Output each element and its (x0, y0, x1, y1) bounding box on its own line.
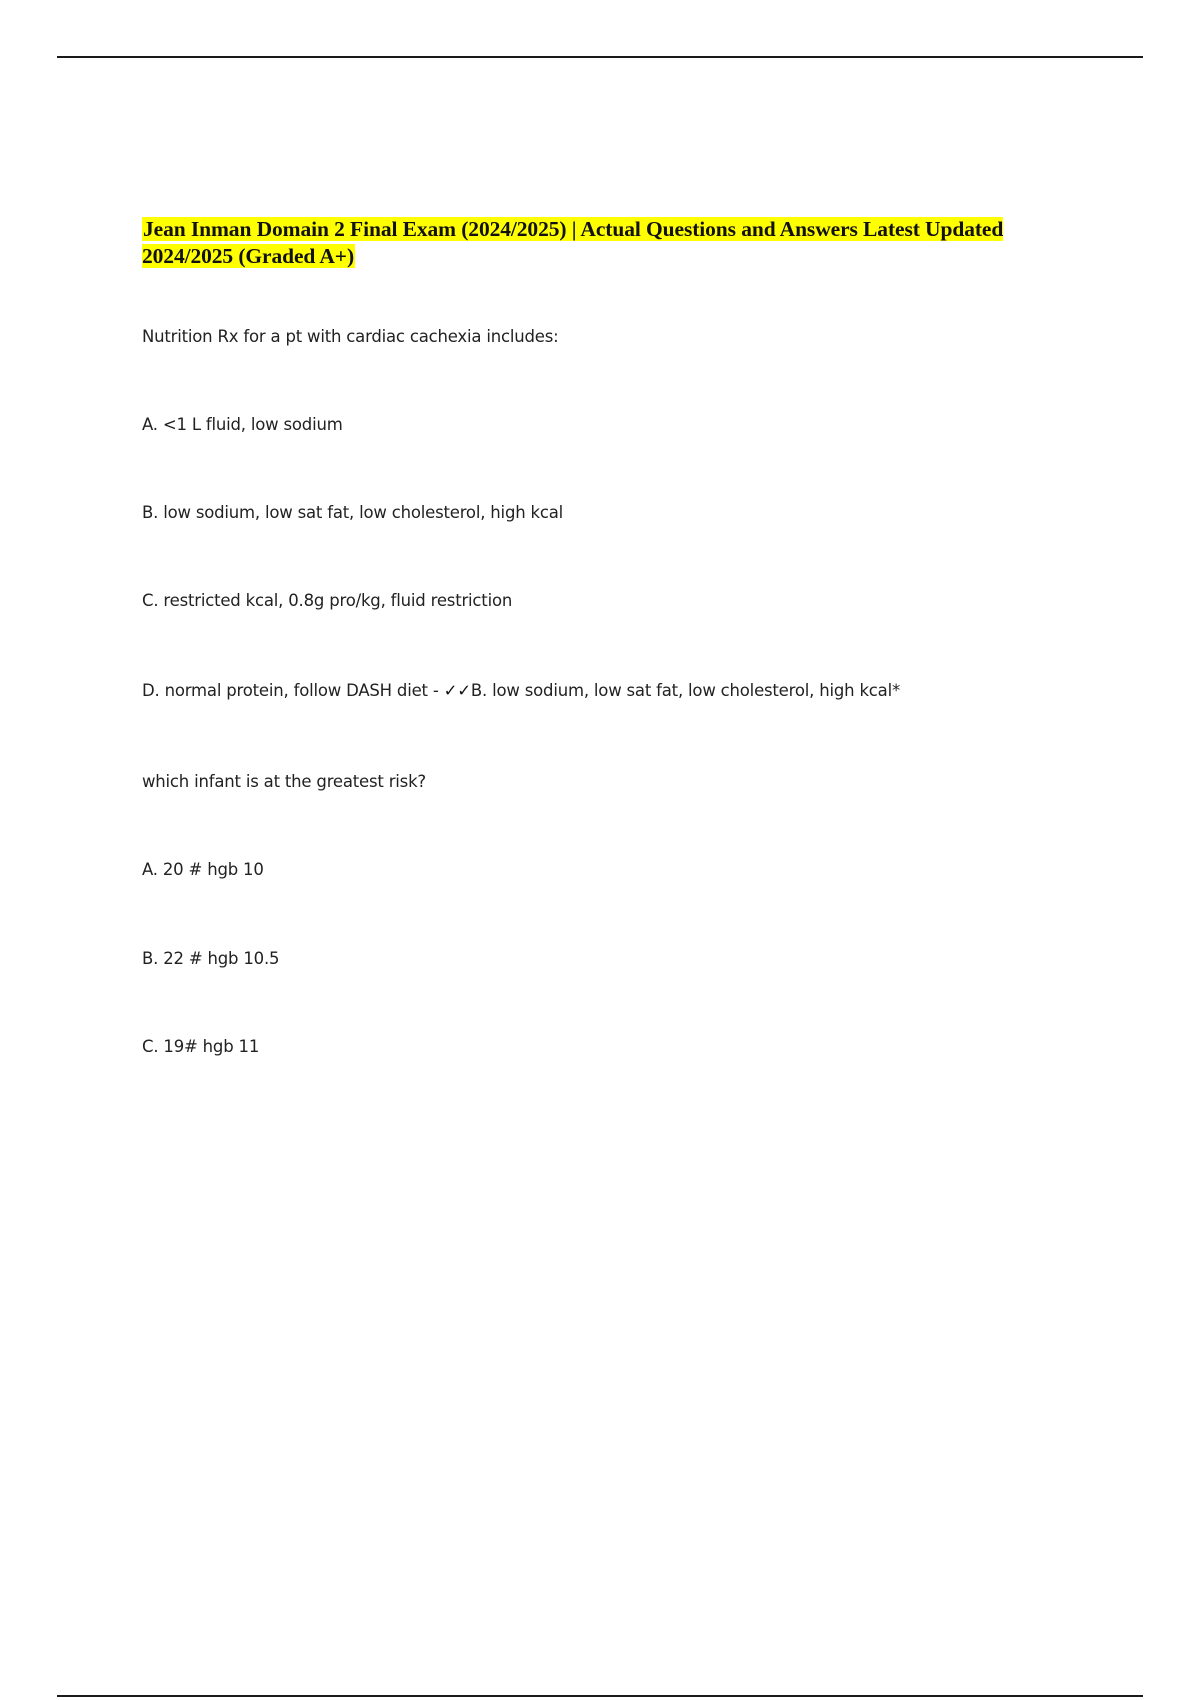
question-2-option-c: C. 19# hgb 11 (142, 1037, 260, 1056)
document-title (142, 216, 1062, 270)
question-2-option-a: A. 20 # hgb 10 (142, 860, 264, 879)
title-highlight: Jean Inman Domain 2 Final Exam (2024/2025) | Actual Questions and Answers Latest Updated 2024/2025 (Graded A+) (142, 217, 1004, 268)
question-1-option-a: A. <1 L fluid, low sodium (142, 415, 343, 434)
question-1-option-d-with-answer (142, 680, 900, 702)
question-2-option-b: B. 22 # hgb 10.5 (142, 949, 280, 968)
double-check-icon: ✓✓ (443, 681, 471, 700)
question-1-answer: B. low sodium, low sat fat, low cholesterol, high kcal* (470, 681, 901, 700)
question-1-prompt: Nutrition Rx for a pt with cardiac cachexia includes: (142, 327, 559, 346)
question-1-option-c: C. restricted kcal, 0.8g pro/kg, fluid restriction (142, 591, 513, 610)
top-divider (57, 56, 1143, 58)
question-2-prompt: which infant is at the greatest risk? (142, 772, 426, 791)
bottom-divider (57, 1695, 1143, 1697)
document-header (142, 216, 1062, 270)
question-1-option-d: D. normal protein, follow DASH diet - (142, 681, 444, 700)
question-1-option-b: B. low sodium, low sat fat, low cholesterol, high kcal (142, 503, 564, 522)
